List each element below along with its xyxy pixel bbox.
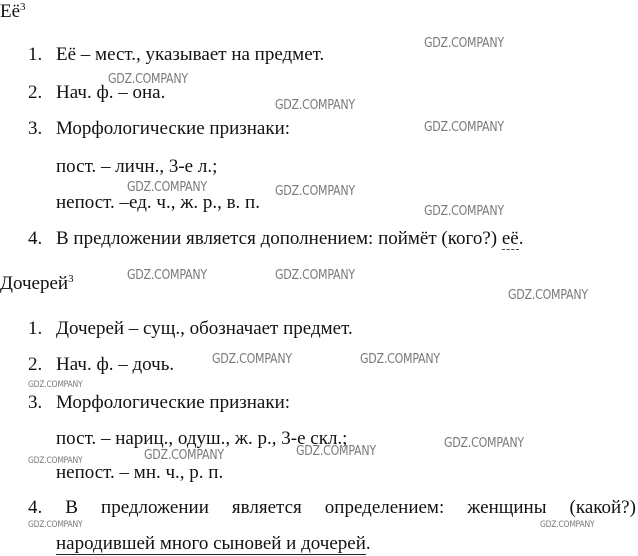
item-number: 2. [28, 354, 43, 375]
watermark: GDZ.COMPANY [424, 204, 504, 219]
watermark: GDZ.COMPANY [360, 352, 440, 367]
underlined-phrase: народившей много сыновей и дочерей [56, 533, 366, 554]
item-word: В [65, 497, 78, 518]
item-end: . [518, 228, 524, 249]
list-item [28, 228, 523, 250]
list-item [28, 354, 174, 376]
variable-features: непост. –ед. ч., ж. р., в. п. [56, 192, 260, 213]
watermark: GDZ.COMPANY [275, 98, 355, 113]
watermark: GDZ.COMPANY [508, 288, 588, 303]
word-heading-1 [0, 0, 26, 23]
item-number: 1. [28, 318, 43, 339]
watermark: GDZ.COMPANY [275, 184, 355, 199]
item-text: Нач. ф. – она. [56, 82, 166, 103]
item-text: В предложении является дополнением: поймёт (кого?) [56, 228, 502, 249]
heading-superscript: 3 [20, 1, 26, 13]
watermark: GDZ.COMPANY [275, 268, 355, 283]
item-text: Её – мест., указывает на предмет. [56, 44, 325, 65]
constant-features: пост. – нариц., одуш., ж. р., 3-е скл.; [56, 428, 348, 449]
heading-superscript: 3 [68, 273, 74, 285]
list-item [28, 318, 353, 340]
watermark: GDZ.COMPANY [424, 36, 504, 51]
item-word: женщины [467, 497, 547, 518]
watermark: GDZ.COMPANY [108, 72, 188, 87]
item-number: 4. [28, 497, 43, 518]
item-word: (какой?) [569, 497, 636, 518]
list-item [28, 392, 290, 414]
watermark: GDZ.COMPANY [28, 520, 83, 530]
item-word: определением: [324, 497, 445, 518]
item-text: Нач. ф. – дочь. [56, 354, 175, 375]
watermark: GDZ.COMPANY [28, 380, 83, 390]
item-continuation [56, 533, 371, 555]
list-item-justified [28, 497, 636, 519]
watermark: GDZ.COMPANY [212, 352, 292, 367]
item-text: Дочерей – сущ., обозначает предмет. [56, 318, 353, 339]
watermark: GDZ.COMPANY [127, 180, 207, 195]
watermark: GDZ.COMPANY [444, 436, 524, 451]
item-text: Морфологические признаки: [56, 118, 291, 139]
watermark: GDZ.COMPANY [144, 448, 224, 463]
watermark: GDZ.COMPANY [424, 120, 504, 135]
watermark: GDZ.COMPANY [28, 456, 83, 466]
highlighted-word: её [501, 228, 519, 249]
item-word: является [231, 497, 302, 518]
item-word: предложении [101, 497, 209, 518]
watermark: GDZ.COMPANY [540, 520, 595, 530]
item-number: 3. [28, 392, 43, 413]
variable-features: непост. – мн. ч., р. п. [56, 462, 224, 483]
item-number: 2. [28, 82, 43, 103]
item-number: 3. [28, 118, 43, 139]
word-heading-2 [0, 268, 74, 295]
constant-features: пост. – личн., 3-е л.; [56, 156, 218, 177]
list-item [28, 118, 290, 140]
heading-text: Дочерей [0, 273, 69, 294]
item-number: 1. [28, 44, 43, 65]
watermark: GDZ.COMPANY [127, 268, 207, 283]
item-end: . [365, 533, 371, 554]
heading-text: Её [0, 1, 21, 22]
item-text: Морфологические признаки: [56, 392, 291, 413]
watermark: GDZ.COMPANY [296, 444, 376, 459]
list-item [28, 44, 324, 66]
item-number: 4. [28, 228, 43, 249]
